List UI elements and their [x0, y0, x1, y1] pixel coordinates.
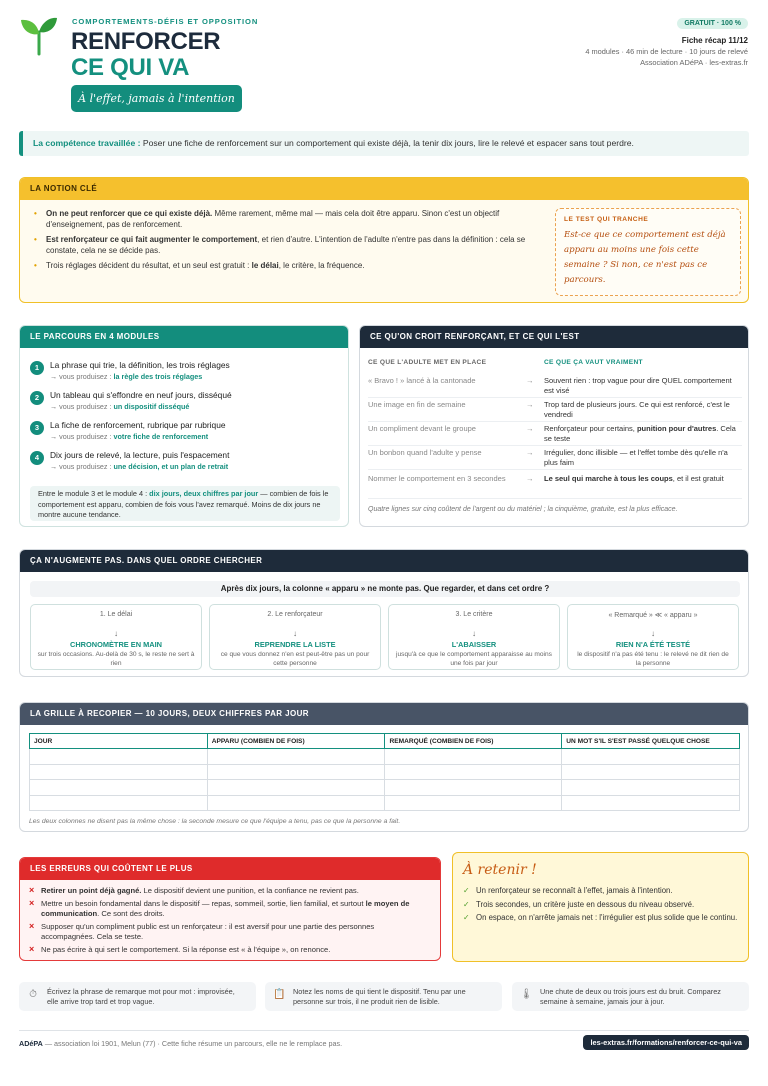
row-value [544, 448, 740, 468]
row-value-text: Renforçateur pour certains, [544, 424, 637, 433]
card-label: « Remarqué » ≪ « apparu » [608, 612, 698, 619]
row-value [544, 376, 740, 396]
column-header: UN MOT S'IL S'EST PASSÉ QUELQUE CHOSE [562, 734, 740, 749]
grid-cell [562, 795, 740, 811]
notion-item-bold: le délai [251, 261, 279, 270]
grid-cell [30, 764, 208, 780]
column-header: APPARU (COMBIEN DE FOIS) [207, 734, 385, 749]
card-label: 2. Le renforçateur [267, 611, 323, 618]
row-divider [368, 397, 742, 398]
step-number: 3 [30, 421, 44, 435]
notion-item-text: Même rarement, même mal — mais cela doit être apparu. Sinon c'est un objectif d'enseignement, pas de renforcement. [46, 209, 500, 229]
step-output [50, 402, 340, 412]
table-row [30, 795, 740, 811]
notion-item-text: , le critère, la fréquence. [278, 261, 365, 270]
step-output [50, 372, 340, 382]
grid-heading: LA GRILLE À RECOPIER — 10 JOURS, DEUX CHIFFRES PAR JOUR [20, 703, 748, 725]
order-heading: ÇA N'AUGMENTE PAS. DANS QUEL ORDRE CHERCHER [20, 550, 748, 572]
competence-label: La compétence travaillée : [33, 138, 141, 148]
error-bold: Retirer un point déjà gagné. [41, 886, 142, 895]
errors-list [29, 886, 429, 958]
notion-heading: LA NOTION CLÉ [20, 178, 748, 200]
sprout-logo-icon [20, 16, 58, 56]
tip-text: Notez les noms de qui tient le dispositif. Tenu par une personne sur trois, il ne produit rien de lisible. [293, 987, 466, 1006]
order-card [209, 604, 381, 670]
list-item [29, 899, 429, 919]
order-card [567, 604, 739, 670]
arrow-right-icon: → [526, 400, 534, 409]
grid-cell [385, 764, 562, 780]
row-divider [368, 445, 742, 446]
arrow-right-icon: → [526, 448, 534, 457]
card-desc: jusqu'à ce que le comportement apparaisse au moins une fois par jour [396, 651, 552, 667]
publisher: Association ADéPA · les-extras.fr [640, 58, 748, 67]
step-output [50, 432, 340, 442]
list-item: ✓ Trois secondes, un critère juste en dessous du niveau observé. [463, 900, 743, 911]
tip-card [512, 982, 749, 1011]
row-practice: Une image en fin de semaine [368, 400, 466, 409]
grid-cell [30, 795, 208, 811]
page-title-line2: CE QUI VA [71, 54, 190, 81]
list-item: ✓ On espace, on n'arrête jamais net : l'irrégulier est plus solide que le continu. [463, 913, 743, 924]
card-desc: sur trois occasions. Au-delà de 30 s, le reste ne sert à rien [37, 651, 195, 667]
column-header: REMARQUÉ (COMBIEN DE FOIS) [385, 734, 562, 749]
belief-box [359, 325, 749, 527]
test-heading: LE TEST QUI TRANCHE [564, 216, 649, 223]
table-row [30, 780, 740, 796]
thermometer-icon: 🌡 [520, 989, 533, 1000]
test-text: Est-ce que ce comportement est déjà apparu au moins une fois cette semaine ? Si non, ce n'est pas ce parcours. [564, 230, 726, 285]
card-label: 1. Le délai [99, 611, 133, 618]
step-title: La fiche de renforcement, rubrique par rubrique [50, 420, 226, 430]
grid-cell [207, 764, 385, 780]
row-value-bold: Le seul qui marche à tous les coups [544, 474, 673, 483]
step-output [50, 462, 340, 472]
tip-card [265, 982, 502, 1011]
order-box [19, 549, 749, 677]
step-title: Dix jours de relevé, la lecture, puis l'espacement [50, 450, 230, 460]
takeaways-list [463, 886, 743, 927]
row-value [544, 400, 740, 420]
grid-cell [30, 780, 208, 796]
card-action: L'ABAISSER [451, 640, 497, 649]
notion-item-bold: On ne peut renforcer que ce qui existe déjà. [46, 209, 213, 218]
arrow-right-icon: → [526, 376, 534, 385]
list-item [34, 208, 554, 230]
row-value-text: Irrégulier, donc illisible — et l'effet tombe dès qu'elle n'a plus faim [544, 448, 728, 467]
list-item [29, 945, 429, 955]
notion-box [19, 177, 749, 303]
course-link[interactable]: les-extras.fr/formations/renforcer-ce-qui-va [583, 1035, 749, 1050]
stopwatch-icon: ⏱ [29, 989, 37, 1000]
row-practice: « Bravo ! » lancé à la cantonade [368, 376, 476, 385]
row-value-bold: punition pour d'autres [636, 424, 717, 433]
grid-cell [30, 749, 208, 765]
step-output-prefix: → vous produisez : [50, 402, 114, 411]
kicker: COMPORTEMENTS-DÉFIS ET OPPOSITION [72, 17, 259, 26]
arrow-right-icon: → [526, 474, 534, 483]
card-label: 3. Le critère [455, 611, 493, 618]
step-output-result: une décision, et un plan de retrait [113, 462, 229, 471]
footer-description: — association loi 1901, Melun (77) · Cette fiche résume un parcours, elle ne le remplace pas. [42, 1039, 343, 1048]
list-item [29, 886, 429, 896]
card-desc: le dispositif n'a pas été tenu : le relevé ne dit rien de la personne [577, 651, 729, 667]
grid-cell [562, 764, 740, 780]
grid-cell [385, 795, 562, 811]
error-bold: le moyen de communication [41, 899, 410, 918]
grid-box [19, 702, 749, 832]
competence-text: Poser une fiche de renforcement sur un comportement qui existe déjà, la tenir dix jours, lire le relevé et espacer sans tout perdre. [140, 138, 634, 148]
footer-org: ADéPA [19, 1039, 43, 1048]
order-card [30, 604, 202, 670]
errors-box [19, 857, 441, 961]
row-practice: Un bonbon quand l'adulte y pense [368, 448, 482, 457]
notion-list [34, 208, 554, 275]
takeaways-box [452, 852, 749, 962]
parcours-heading: LE PARCOURS EN 4 MODULES [20, 326, 348, 348]
step-title: La phrase qui trie, la définition, les trois réglages [50, 360, 230, 370]
card-action: REPRENDRE LA LISTE [254, 640, 336, 649]
error-text: . Ce sont des droits. [97, 909, 165, 918]
grid-cell [385, 749, 562, 765]
page-title-line1: RENFORCER [71, 28, 221, 55]
step-number: 2 [30, 391, 44, 405]
note-bold: dix jours, deux chiffres par jour [149, 489, 259, 498]
order-card [388, 604, 560, 670]
list-item [34, 260, 554, 271]
row-value-text: . Cela se teste [544, 424, 736, 443]
row-practice: Un compliment devant le groupe [368, 424, 476, 433]
step-output-prefix: → vous produisez : [50, 432, 114, 441]
list-item [34, 234, 554, 256]
step-title: Un tableau qui s'effondre en neuf jours, disséqué [50, 390, 232, 400]
note-pre: Entre le module 3 et le module 4 : [38, 489, 150, 498]
error-text: Supposer qu'un compliment public est un renforçateur : il est aversif pour une partie des personnes accompagnées. Cela se teste. [41, 922, 375, 941]
row-value-text: Trop tard de plusieurs jours. Ce qui est renforcé, c'est le vendredi [544, 400, 730, 419]
error-text: Ne pas écrire à qui sert le comportement. Si la réponse est « à l'équipe », on renonce. [41, 945, 331, 954]
belief-footnote: Quatre lignes sur cinq coûtent de l'argent ou du matériel ; la cinquième, gratuite, est la plus efficace. [368, 506, 678, 513]
list-item [29, 922, 429, 942]
row-divider [368, 469, 742, 470]
tagline: À l'effet, jamais à l'intention [71, 85, 242, 112]
row-value-text: , et il est gratuit [672, 474, 724, 483]
row-practice: Nommer le comportement en 3 secondes [368, 474, 506, 483]
grid-cell [207, 749, 385, 765]
competence-banner [19, 131, 749, 156]
parcours-note [30, 486, 340, 521]
arrow-down-icon: ↓ [651, 629, 655, 638]
arrow-down-icon: ↓ [293, 629, 297, 638]
grid-cell [562, 780, 740, 796]
clipboard-icon: 📋 [273, 989, 286, 1000]
belief-heading: CE QU'ON CROIT RENFORÇANT, ET CE QUI L'EST [360, 326, 748, 348]
tip-text: Une chute de deux ou trois jours est du bruit. Comparez semaine à semaine, jamais jour à jour. [540, 987, 721, 1006]
grid-cell [562, 749, 740, 765]
list-item: ✓ Un renforçateur se reconnaît à l'effet, jamais à l'intention. [463, 886, 743, 897]
order-question: Après dix jours, la colonne « apparu » ne monte pas. Que regarder, et dans cet ordre ? [30, 581, 740, 597]
row-value [544, 474, 740, 484]
step-output-result: un dispositif disséqué [113, 402, 190, 411]
table-row [30, 749, 740, 765]
grid-footnote: Les deux colonnes ne disent pas la même chose : la seconde mesure ce que l'équipe a tenu, pas ce que la personne a fait. [29, 818, 401, 825]
sheet-number: Fiche récap 11/12 [681, 36, 748, 45]
course-meta: 4 modules · 46 min de lecture · 10 jours de relevé [585, 47, 748, 56]
card-action: RIEN N'A ÉTÉ TESTÉ [615, 640, 691, 649]
step-number: 4 [30, 451, 44, 465]
card-action: CHRONOMÈTRE EN MAIN [70, 640, 162, 649]
error-text: Le dispositif devient une punition, et la confiance ne revient pas. [141, 886, 359, 895]
row-value-text: Souvent rien : trop vague pour dire QUEL comportement est visé [544, 376, 732, 395]
grid-cell [207, 780, 385, 796]
table-row [30, 764, 740, 780]
arrow-right-icon: → [526, 424, 534, 433]
tip-card [19, 982, 256, 1011]
copy-grid-table [29, 733, 740, 811]
footer-text [19, 1039, 342, 1048]
notion-item-text: , et rien d'autre. L'intention de l'adulte n'entre pas dans la définition : cela se constate, cela ne se décide pas. [46, 235, 526, 255]
arrow-down-icon: ↓ [114, 629, 118, 638]
notion-item-pre: Trois réglages décident du résultat, et un seul est gratuit : [46, 261, 252, 270]
free-badge: GRATUIT · 100 % [677, 18, 748, 29]
column-header: JOUR [30, 734, 208, 749]
parcours-box [19, 325, 349, 527]
test-callout [555, 208, 741, 296]
grid-cell [207, 795, 385, 811]
step-output-result: la règle des trois réglages [113, 372, 203, 381]
row-divider [368, 498, 742, 499]
footer-divider [19, 1030, 749, 1031]
errors-heading: LES ERREURS QUI COÛTENT LE PLUS [20, 858, 440, 880]
row-value [544, 424, 740, 444]
step-output-prefix: → vous produisez : [50, 462, 114, 471]
row-divider [368, 421, 742, 422]
step-number: 1 [30, 361, 44, 375]
column-header: CE QUE L'ADULTE MET EN PLACE [368, 359, 487, 366]
table-header-row [30, 734, 740, 749]
arrow-down-icon: ↓ [472, 629, 476, 638]
grid-cell [385, 780, 562, 796]
step-output-result: votre fiche de renforcement [113, 432, 209, 441]
card-desc: ce que vous donnez n'en est peut-être pas un pour cette personne [220, 651, 370, 667]
column-header: CE QUE ÇA VAUT VRAIMENT [544, 359, 643, 366]
error-text: Mettre un besoin fondamental dans le dispositif — repas, sommeil, sortie, lien familial, et surtout [41, 899, 366, 908]
notion-item-bold: Est renforçateur ce qui fait augmenter le comportement [46, 235, 258, 244]
takeaways-heading: À retenir ! [463, 862, 537, 878]
step-output-prefix: → vous produisez : [50, 372, 114, 381]
tip-text: Écrivez la phrase de remarque mot pour mot : improvisée, elle arrive trop tard et trop vague. [47, 987, 235, 1006]
note-text: — combien de fois le comportement est apparu, combien de fois vous l'avez remarqué. Moins de dix jours ne montre aucune tendance. [38, 489, 329, 519]
